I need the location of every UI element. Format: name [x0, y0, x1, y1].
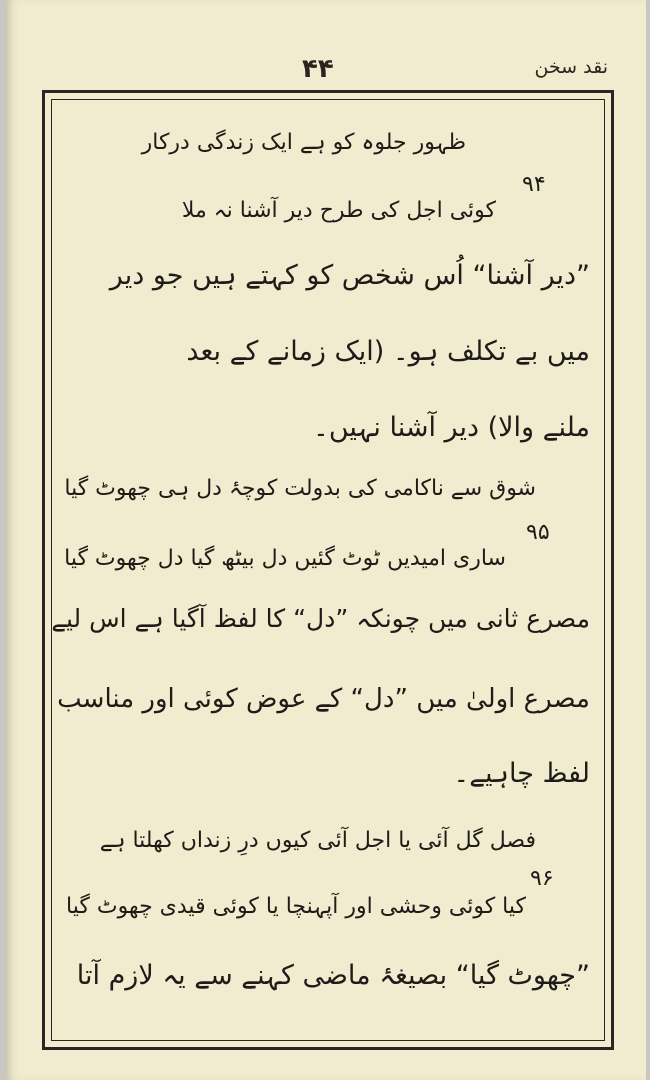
- verse-line-4: ساری امیدیں ٹوٹ گئیں دل بیٹھ گیا دل چھوٹ گیا: [64, 546, 506, 571]
- page-header: [46, 54, 616, 88]
- commentary-line-3: ملنے والا) دیر آشنا نہیں۔: [313, 412, 590, 443]
- running-title: نقد سخن: [534, 56, 608, 78]
- commentary-line-4: مصرع ثانی میں چونکہ ”دل“ کا لفظ آگیا ہے اس لیے: [51, 604, 590, 633]
- commentary-line-5: مصرع اولیٰ میں ”دل“ کے عوض کوئی اور مناسب: [57, 684, 590, 714]
- verse-line-6: کیا کوئی وحشی اور آپہنچا یا کوئی قیدی چھوٹ گیا: [66, 894, 526, 919]
- commentary-line-1: ”دیر آشنا“ اُس شخص کو کہتے ہیں جو دیر: [109, 260, 590, 291]
- commentary-line-6: لفظ چاہیے۔: [453, 758, 590, 789]
- page-number: ۴۴: [302, 54, 334, 84]
- verse-line-1: ظہور جلوہ کو ہے ایک زندگی درکار: [141, 130, 466, 155]
- commentary-line-7: ”چھوٹ گیا“ بصیغۂ ماضی کہنے سے یہ لازم آتا: [76, 960, 590, 991]
- book-page: [6, 0, 646, 1080]
- verse-number-96: ۹۶: [530, 866, 554, 891]
- commentary-line-2: میں بے تکلف ہو۔ (ایک زمانے کے بعد: [186, 336, 590, 367]
- verse-line-3: شوق سے ناکامی کی بدولت کوچۂ دل ہی چھوٹ گیا: [64, 476, 536, 501]
- verse-number-94: ۹۴: [522, 172, 546, 197]
- verse-line-5: فصل گل آئی یا اجل آئی کیوں درِ زنداں کھلتا ہے: [99, 828, 536, 853]
- verse-number-95: ۹۵: [526, 520, 550, 545]
- verse-line-2: کوئی اجل کی طرح دیر آشنا نہ ملا: [181, 198, 496, 223]
